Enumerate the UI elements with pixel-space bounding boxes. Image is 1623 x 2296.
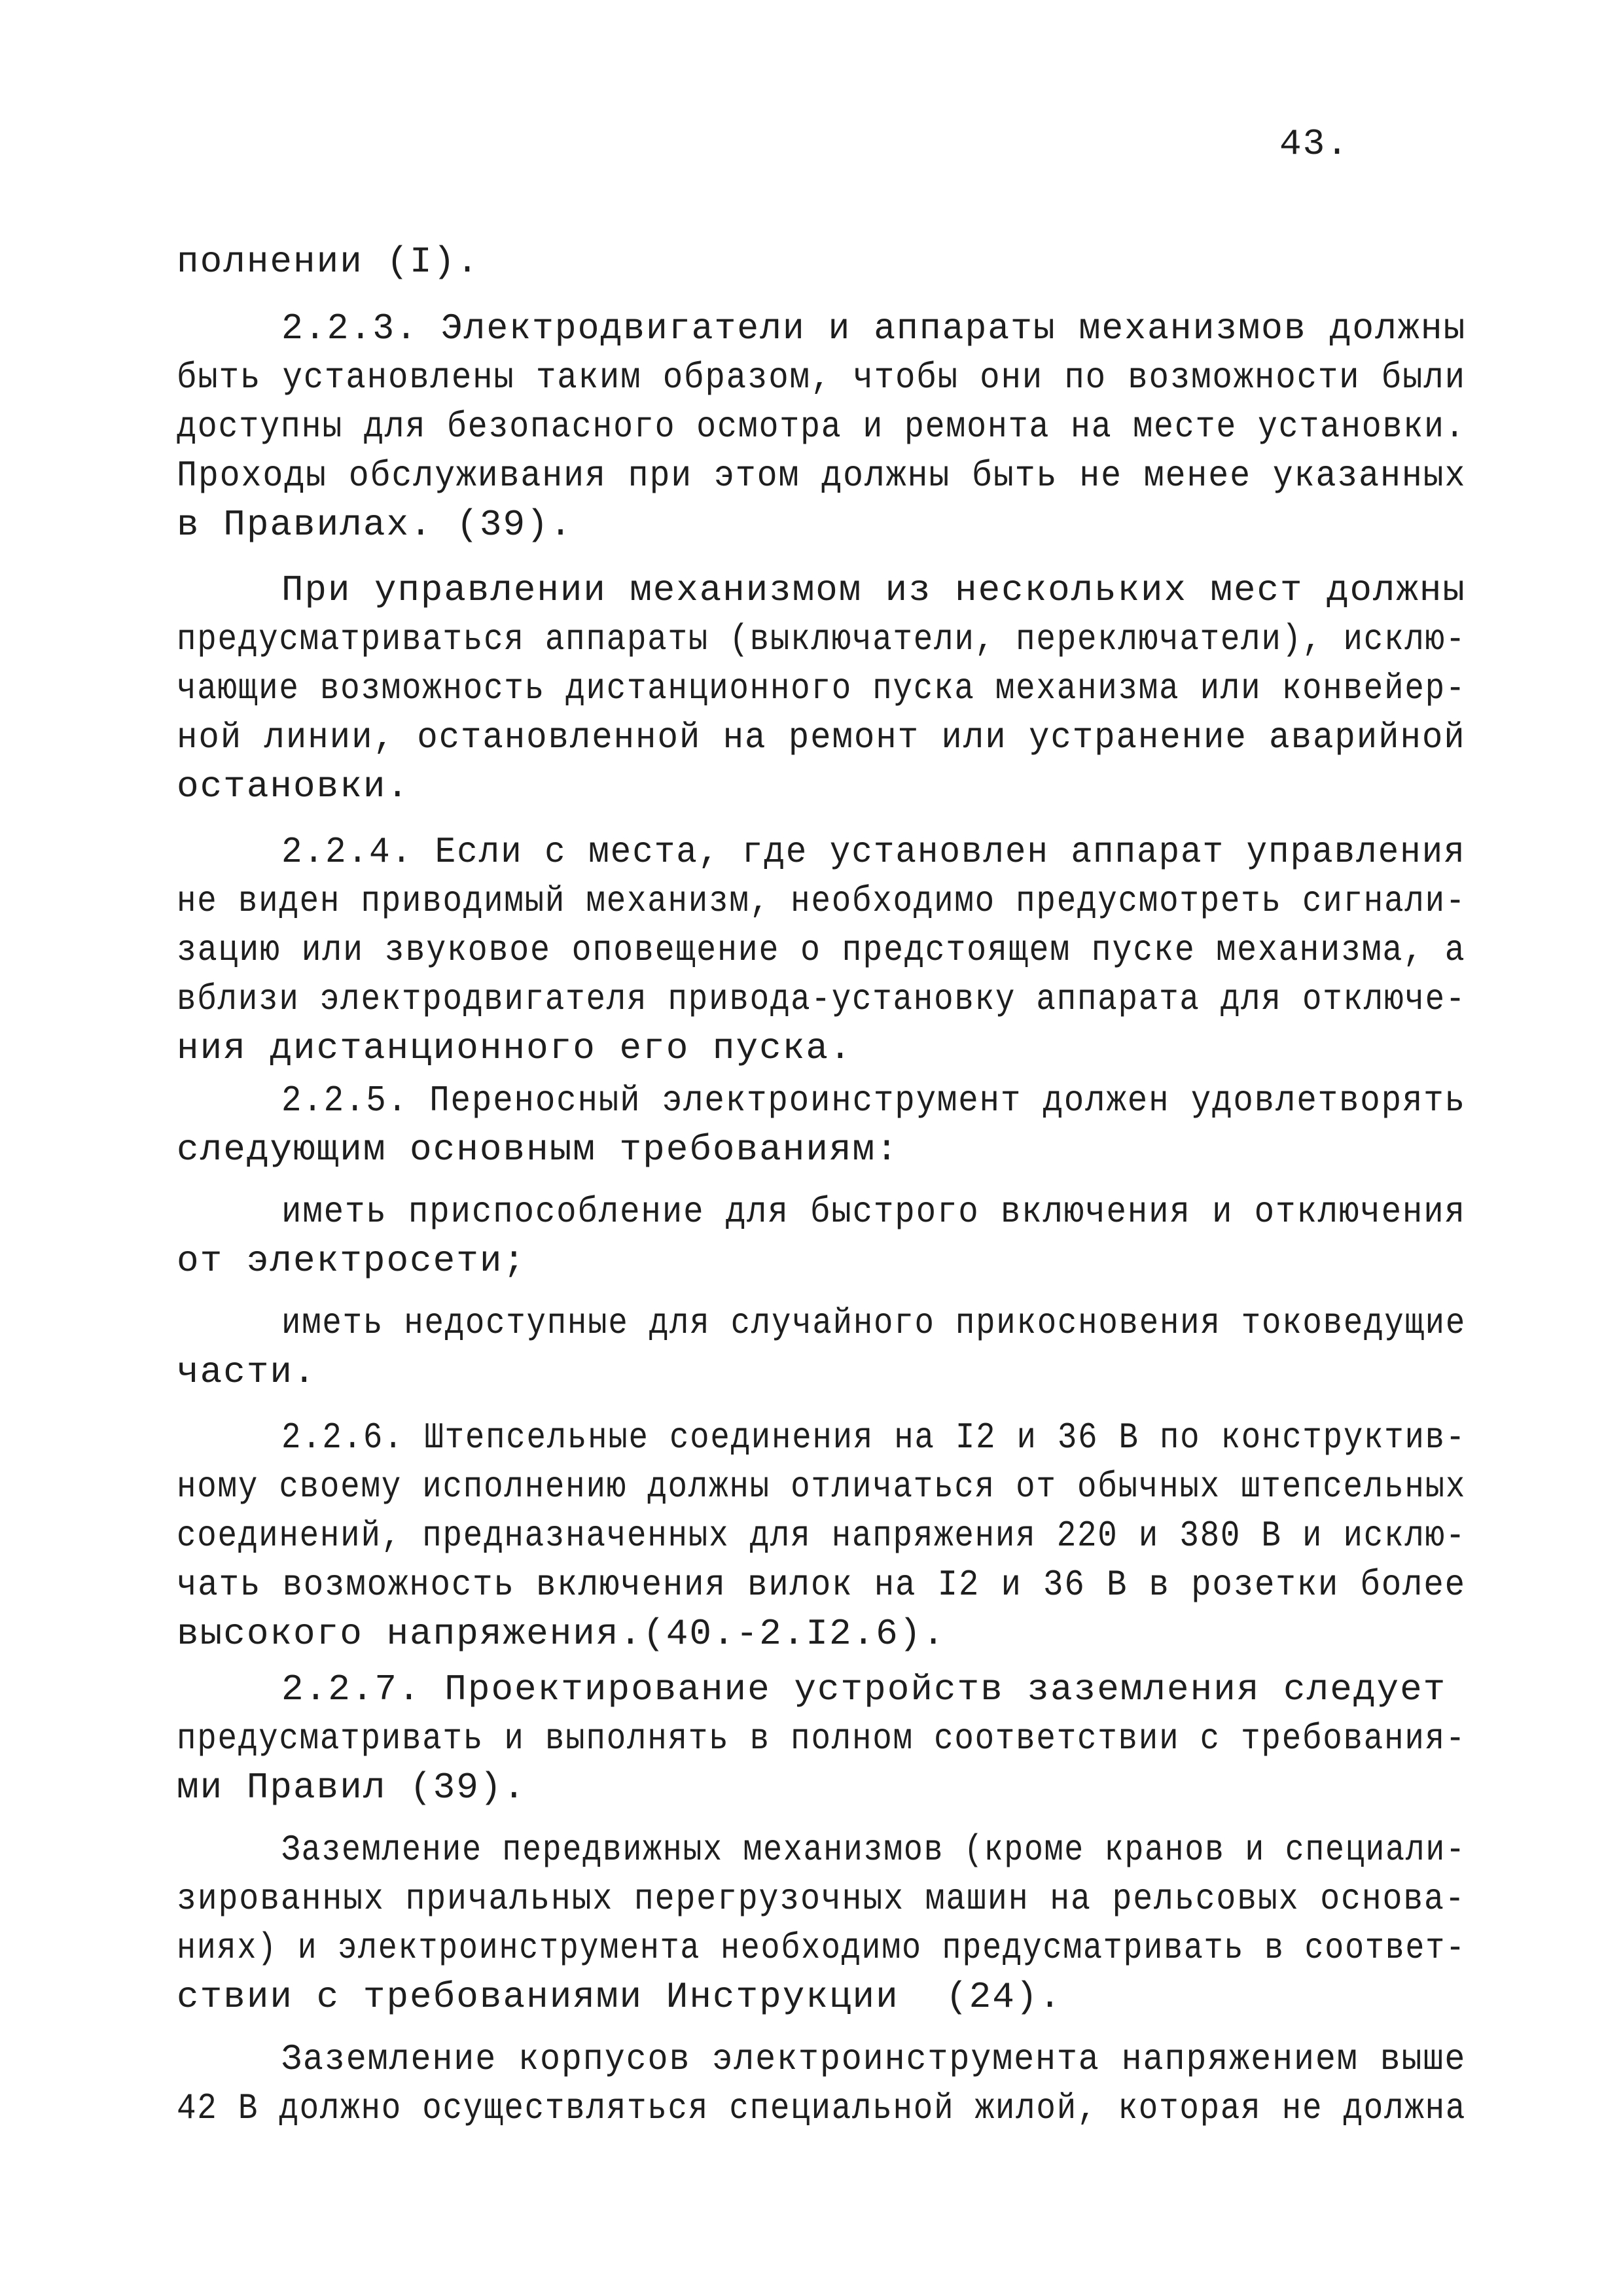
text-line: остановки. xyxy=(177,766,410,807)
text-line: быть установлены таким образом, чтобы они по возможности были xyxy=(177,357,1466,398)
text-line: зированных причальных перегрузочных машин на рельсовых основа- xyxy=(177,1878,1466,1920)
text-line: предусматривать и выполнять в полном соответствии с требования- xyxy=(177,1718,1467,1759)
text-line: ния дистанционного его пуска. xyxy=(177,1027,853,1069)
text-line: 2.2.3. Электродвигатели и аппараты механизмов должны xyxy=(281,308,1467,349)
text-line: 2.2.5. Переносный электроинструмент должен удовлетворять xyxy=(281,1080,1466,1122)
text-line: ному своему исполнению должны отличаться от обычных штепсельных xyxy=(177,1466,1467,1508)
text-line: 42 В должно осуществляться специальной жилой, которая не должна xyxy=(177,2087,1467,2129)
text-line: 2.2.4. Если с места, где установлен аппарат управления xyxy=(281,831,1466,873)
text-line: ствии с требованиями Инструкции (24). xyxy=(177,1976,1063,2018)
text-line: от электросети; xyxy=(177,1240,527,1282)
text-line: следующим основным требованиям: xyxy=(177,1129,899,1171)
page-number: 43. xyxy=(1279,123,1349,165)
text-line: ниях) и электроинструмента необходимо предусматривать в соответ- xyxy=(177,1927,1466,1969)
text-line: высокого напряжения.(40.-2.I2.6). xyxy=(177,1613,946,1655)
text-line: доступны для безопасного осмотра и ремонта на месте установки. xyxy=(177,406,1466,448)
text-line: части. xyxy=(177,1351,317,1393)
text-line: 2.2.6. Штепсельные соединения на I2 и 36 В по конструктив- xyxy=(281,1417,1467,1458)
text-line: зацию или звуковое оповещение о предстоящем пуске механизма, а xyxy=(177,929,1466,971)
text-line: соединений, предназначенных для напряжения 220 и 380 В и исклю- xyxy=(177,1515,1467,1557)
text-line: чать возможность включения вилок на I2 и 36 В в розетки более xyxy=(177,1564,1466,1606)
text-line: в Правилах. (39). xyxy=(177,504,573,546)
text-line: иметь недоступные для случайного прикосновения токоведущие xyxy=(281,1302,1467,1344)
text-line: не виден приводимый механизм, необходимо предусмотреть сигнали- xyxy=(177,880,1467,922)
text-line: иметь приспособление для быстрого включения и отключения xyxy=(281,1191,1466,1233)
text-line: При управлении механизмом из нескольких мест должны xyxy=(281,569,1466,611)
text-line: Заземление корпусов электроинструмента напряжением выше xyxy=(281,2038,1467,2080)
text-line: Заземление передвижных механизмов (кроме кранов и специали- xyxy=(281,1829,1466,1871)
text-line: 2.2.7. Проектирование устройств заземления следует xyxy=(281,1669,1447,1710)
text-line: ми Правил (39). xyxy=(177,1767,527,1809)
text-line: Проходы обслуживания при этом должны быть не менее указанных xyxy=(177,455,1467,497)
text-line: чающие возможность дистанционного пуска механизма или конвейер- xyxy=(177,667,1467,709)
text-line: полнении (I). xyxy=(177,241,480,283)
text-line: вблизи электродвигателя привода-установку аппарата для отключе- xyxy=(177,978,1467,1020)
text-line: предусматриваться аппараты (выключатели, переключатели), исклю- xyxy=(177,618,1467,660)
text-line: ной линии, остановленной на ремонт или устранение аварийной xyxy=(177,716,1466,758)
